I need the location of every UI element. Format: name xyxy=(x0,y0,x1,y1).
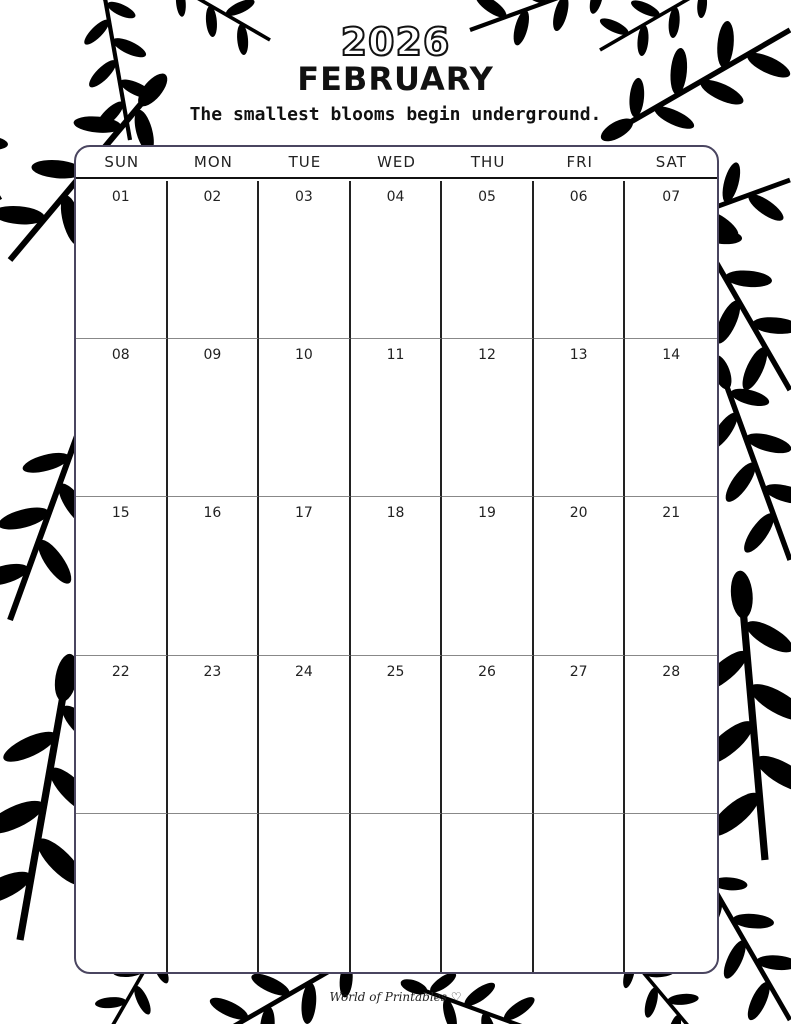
day-cell xyxy=(259,181,351,339)
day-number: 16 xyxy=(203,505,222,522)
weekday-label: TUE xyxy=(288,153,322,171)
day-number: 05 xyxy=(478,189,496,205)
day-cell xyxy=(76,814,168,972)
day-cell xyxy=(351,181,443,339)
day-cell xyxy=(442,181,534,339)
day-number: 23 xyxy=(203,663,222,680)
calendar-grid xyxy=(74,145,719,974)
day-number: 09 xyxy=(203,347,222,364)
weekday-label: WED xyxy=(377,153,416,171)
day-cell xyxy=(625,497,717,655)
day-cell xyxy=(168,656,260,814)
day-number: 06 xyxy=(569,189,588,205)
day-number: 10 xyxy=(295,347,313,364)
day-number: 02 xyxy=(203,189,222,205)
day-cell xyxy=(625,656,717,814)
day-cell xyxy=(351,656,443,814)
day-number: 18 xyxy=(386,505,405,522)
day-cell xyxy=(76,497,168,655)
day-cell xyxy=(625,814,717,972)
day-cell xyxy=(259,814,351,972)
month-title: FEBRUARY xyxy=(297,60,494,98)
day-number: 25 xyxy=(386,663,405,680)
day-number: 03 xyxy=(295,189,313,205)
day-number: 21 xyxy=(662,505,681,522)
heart-icon: ♡ xyxy=(450,990,462,1004)
day-number: 20 xyxy=(569,505,588,522)
brand-footer xyxy=(0,990,791,1004)
day-cell xyxy=(625,181,717,339)
day-cell xyxy=(76,339,168,497)
day-cell xyxy=(351,814,443,972)
day-number: 26 xyxy=(478,663,496,680)
weekday-label: SAT xyxy=(655,153,687,171)
day-cell xyxy=(534,339,626,497)
day-number: 28 xyxy=(662,663,681,680)
brand-name: World of Printables xyxy=(329,990,447,1004)
day-cell xyxy=(351,497,443,655)
day-cell xyxy=(76,656,168,814)
day-cell xyxy=(76,181,168,339)
quote-text: The smallest blooms begin underground. xyxy=(189,104,602,125)
day-cell xyxy=(534,814,626,972)
day-cell xyxy=(534,656,626,814)
weekday-label: MON xyxy=(193,153,233,171)
weekday-label: FRI xyxy=(566,153,593,171)
day-number: 27 xyxy=(569,663,588,680)
day-cell xyxy=(168,814,260,972)
day-number: 19 xyxy=(478,505,496,522)
day-number: 04 xyxy=(386,189,405,205)
day-number: 11 xyxy=(386,347,405,364)
day-cell xyxy=(259,497,351,655)
day-number: 15 xyxy=(111,505,130,522)
day-cell xyxy=(168,339,260,497)
day-cell xyxy=(168,181,260,339)
day-cell xyxy=(442,814,534,972)
year-title: 2026 xyxy=(340,20,451,64)
day-number: 24 xyxy=(295,663,313,680)
day-cell xyxy=(351,339,443,497)
day-number: 22 xyxy=(111,663,130,680)
day-number: 01 xyxy=(111,189,130,205)
day-number: 08 xyxy=(111,347,130,364)
day-cell xyxy=(259,656,351,814)
day-number: 12 xyxy=(478,347,496,364)
day-cell xyxy=(534,181,626,339)
day-grid xyxy=(76,181,717,972)
day-number: 13 xyxy=(569,347,588,364)
weekday-header xyxy=(76,147,717,179)
day-cell xyxy=(168,497,260,655)
day-cell xyxy=(442,656,534,814)
weekday-label: THU xyxy=(470,153,506,171)
day-number: 07 xyxy=(662,189,681,205)
day-cell xyxy=(442,339,534,497)
day-cell xyxy=(259,339,351,497)
day-number: 14 xyxy=(662,347,681,364)
day-cell xyxy=(534,497,626,655)
day-cell xyxy=(442,497,534,655)
weekday-label: SUN xyxy=(104,153,140,171)
day-number: 17 xyxy=(295,505,313,522)
day-cell xyxy=(625,339,717,497)
